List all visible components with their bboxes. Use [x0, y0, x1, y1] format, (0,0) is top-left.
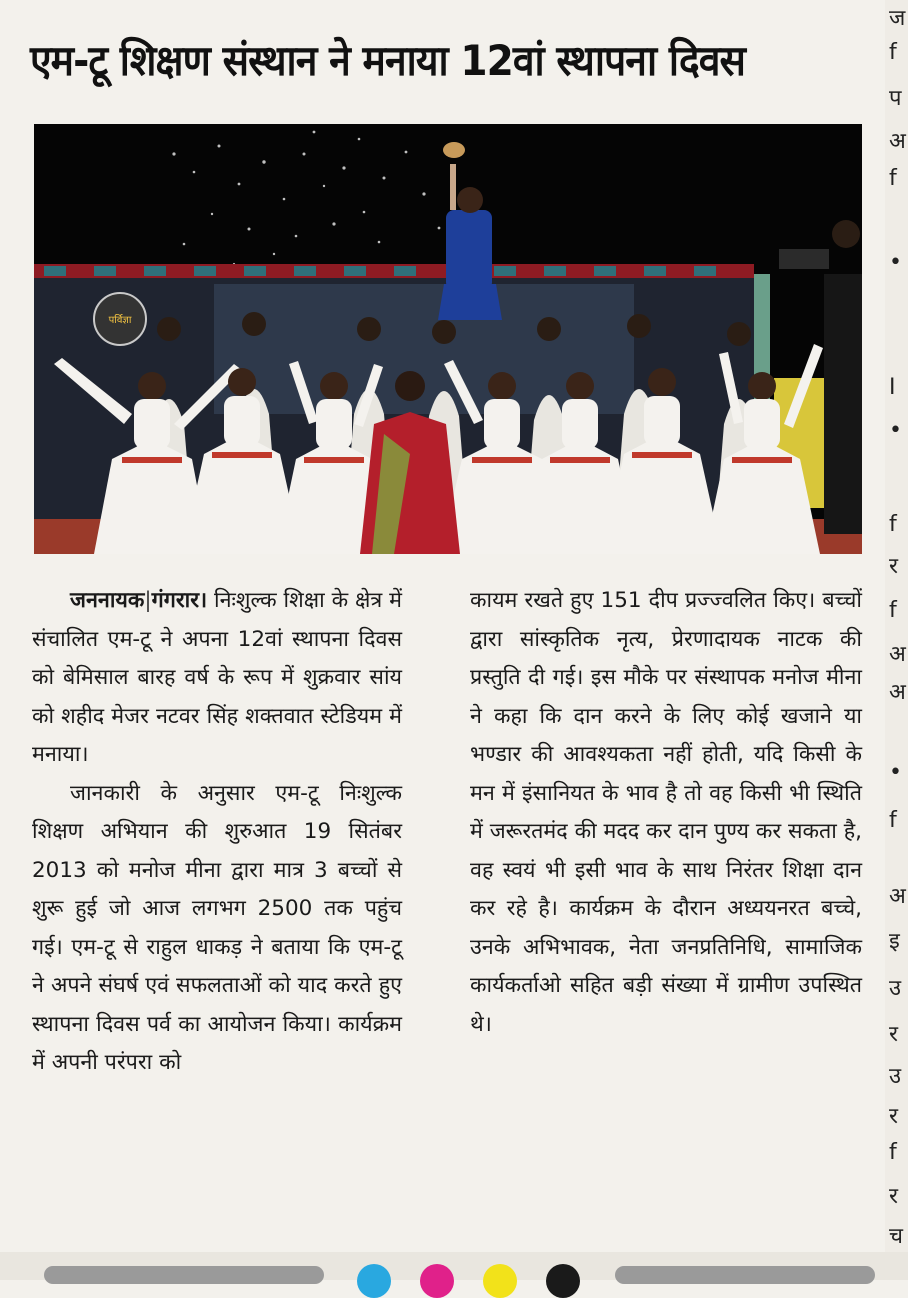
- dateline-source: जननायक: [70, 588, 145, 613]
- edge-fragment: उ: [889, 1064, 902, 1089]
- dance-performance-photo: [34, 124, 862, 554]
- headline: एम-टू शिक्षण संस्थान ने मनाया 12वां स्थापना दिवस: [30, 36, 746, 85]
- edge-fragment: f: [889, 512, 897, 537]
- edge-fragment: •: [889, 760, 902, 785]
- edge-fragment: I: [889, 375, 896, 400]
- edge-fragment: f: [889, 598, 897, 623]
- magenta-registration-mark: [420, 1264, 454, 1298]
- edge-fragment: र: [889, 1184, 898, 1209]
- edge-fragment: f: [889, 40, 897, 65]
- edge-fragment: र: [889, 1022, 898, 1047]
- edge-fragment: अ: [889, 129, 906, 154]
- edge-fragment: •: [889, 418, 902, 443]
- edge-fragment: ज: [889, 6, 906, 31]
- black-registration-mark: [546, 1264, 580, 1298]
- edge-fragment: अ: [889, 884, 906, 909]
- edge-fragment: अ: [889, 680, 906, 705]
- edge-fragment: प: [889, 86, 902, 111]
- edge-fragment: र: [889, 554, 898, 579]
- yellow-registration-mark: [483, 1264, 517, 1298]
- paragraph: जानकारी के अनुसार एम-टू निःशुल्क शिक्षण अभियान की शुरुआत 19 सितंबर 2013 को मनोज मीना द्वारा मात्र 3 बच्चों से शुरू हुई जो आज लगभग 2500 तक पहुंच गई। एम-टू से राहुल धाकड़ ने बताया कि एम-टू ने अपने संघर्ष एवं सफलताओं को याद करते हुए स्थापना दिवस पर्व का आयोजन किया। कार्यक्रम में अपनी परंपरा को: [32, 780, 402, 1075]
- edge-fragment: •: [889, 250, 902, 275]
- edge-fragment: इ: [889, 929, 900, 954]
- edge-fragment: f: [889, 808, 897, 833]
- edge-fragment: च: [889, 1224, 903, 1249]
- dateline-separator: |: [144, 588, 152, 613]
- paragraph-text: निःशुल्क शिक्षा के क्षेत्र में संचालित एम-टू ने अपना 12वां स्थापना दिवस को बेमिसाल बारह वर्ष के रूप में शुक्रवार सांय को शहीद मेजर नटवर सिंह शक्तवात स्टेडियम में मनाया।: [32, 588, 402, 767]
- registration-bar: [615, 1266, 875, 1284]
- edge-fragment: अ: [889, 642, 906, 667]
- edge-fragment: f: [889, 1140, 897, 1165]
- article-column-right: [470, 582, 862, 1044]
- edge-fragment: उ: [889, 976, 902, 1001]
- article-column-left: [32, 582, 402, 1083]
- news-photo: [34, 124, 862, 554]
- logo-text: पर्विज्ञा: [108, 315, 132, 326]
- paragraph: [32, 582, 402, 775]
- adjacent-page-edge: [885, 0, 908, 1280]
- paragraph: कायम रखते हुए 151 दीप प्रज्ज्वलित किए। बच्चों द्वारा सांस्कृतिक नृत्य, प्रेरणादायक नाटक की प्रस्तुति दी गई। इस मौके पर संस्थापक मनोज मीना ने कहा कि दान करने के लिए कोई खजाने या भण्डार की आवश्यकता नहीं होती, यदि किसी के मन में इंसानियत के भाव है तो वह किसी भी स्थिति में जरूरतमंद की मदद कर दान पुण्य कर सकता है, वह स्वयं भी इसी भाव के साथ निरंतर शिक्षा दान कर रहे है। कार्यक्रम के दौरान अध्ययनरत बच्चे, उनके अभिभावक, नेता जनप्रतिनिधि, सामाजिक कार्यकर्ताओ सहित बड़ी संख्या में ग्रामीण उपस्थित थे।: [470, 588, 862, 1037]
- dateline-place: गंगरार।: [151, 588, 208, 613]
- cyan-registration-mark: [357, 1264, 391, 1298]
- registration-bar: [44, 1266, 324, 1284]
- edge-fragment: र: [889, 1104, 898, 1129]
- edge-fragment: f: [889, 166, 897, 191]
